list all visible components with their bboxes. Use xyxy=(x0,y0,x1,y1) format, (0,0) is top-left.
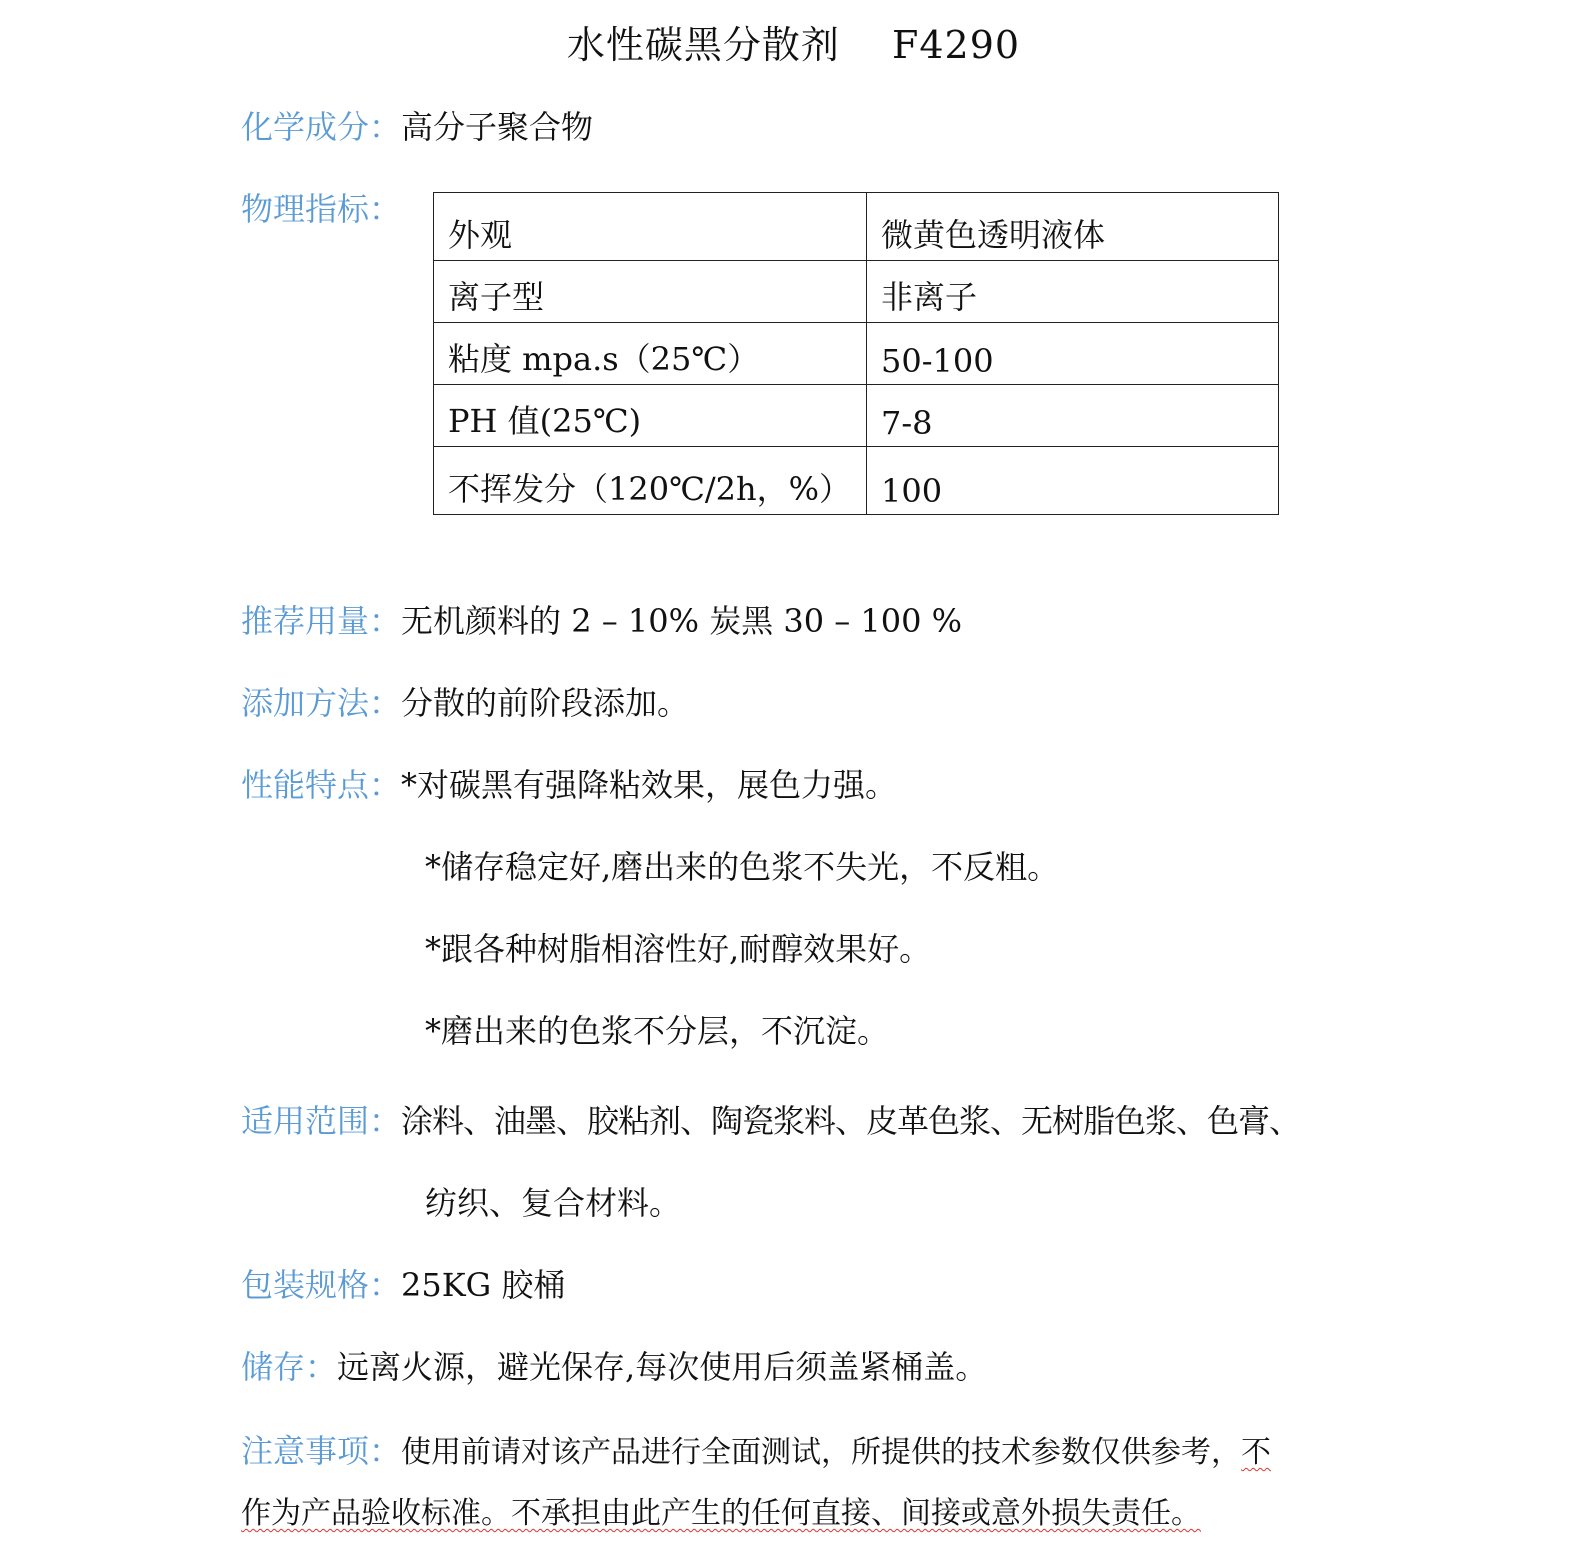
addition-method-label: 添加方法： xyxy=(241,684,402,722)
spec-key-appearance: 外观 xyxy=(434,193,867,261)
spec-key-ph: PH 值(25℃) xyxy=(434,385,867,447)
notice-row xyxy=(241,1426,1271,1472)
notice-line1-tail: 不 xyxy=(1241,1435,1272,1470)
physical-indicators-row xyxy=(241,184,401,230)
storage-label: 储存： xyxy=(241,1348,338,1386)
packaging-value: 25KG 胶桶 xyxy=(401,1266,566,1304)
application-scope-line2: 纺织、复合材料。 xyxy=(425,1184,682,1222)
chemical-composition-row xyxy=(241,102,593,148)
recommended-dosage-label: 推荐用量： xyxy=(241,602,402,640)
feature-item: *储存稳定好,磨出来的色浆不失光，不反粗。 xyxy=(425,848,1060,886)
feature-item: *跟各种树脂相溶性好,耐醇效果好。 xyxy=(425,930,932,968)
spec-value-ph: 7-8 xyxy=(867,385,1279,447)
spec-value-appearance: 微黄色透明液体 xyxy=(867,193,1279,261)
application-scope-label: 适用范围： xyxy=(241,1102,402,1140)
spec-value-ionic-type: 非离子 xyxy=(867,261,1279,323)
chemical-composition-label: 化学成分： xyxy=(241,108,402,146)
recommended-dosage-row xyxy=(241,596,962,642)
notice-label: 注意事项： xyxy=(241,1432,402,1470)
packaging-label: 包装规格： xyxy=(241,1266,402,1304)
packaging-row xyxy=(241,1260,565,1306)
spec-key-ionic-type: 离子型 xyxy=(434,261,867,323)
notice-line2: 作为产品验收标准。不承担由此产生的任何直接、间接或意外损失责任。 xyxy=(241,1496,1201,1531)
recommended-dosage-value: 无机颜料的 2 – 10% 炭黑 30 – 100 % xyxy=(401,602,963,640)
table-row xyxy=(434,323,1279,385)
document-title: 水性碳黑分散剂 F4290 xyxy=(566,23,1021,67)
notice-line1: 使用前请对该产品进行全面测试，所提供的技术参数仅供参考， xyxy=(401,1435,1242,1470)
spec-value-viscosity: 50-100 xyxy=(867,323,1279,385)
feature-item: *对碳黑有强降粘效果，展色力强。 xyxy=(401,766,898,804)
table-row xyxy=(434,193,1279,261)
spec-key-nonvolatile: 不挥发分（120℃/2h，%） xyxy=(434,447,867,515)
table-row xyxy=(434,447,1279,515)
spec-key-viscosity: 粘度 mpa.s（25℃） xyxy=(434,323,867,385)
application-scope-line1: 涂料、油墨、胶粘剂、陶瓷浆料、皮革色浆、无树脂色浆、色膏、 xyxy=(401,1102,1301,1140)
features-row xyxy=(241,760,897,806)
table-row xyxy=(434,261,1279,323)
physical-indicators-table xyxy=(433,192,1279,515)
storage-row xyxy=(241,1342,987,1388)
storage-value: 远离火源，避光保存,每次使用后须盖紧桶盖。 xyxy=(337,1348,988,1386)
chemical-composition-value: 高分子聚合物 xyxy=(401,108,594,146)
physical-indicators-label: 物理指标： xyxy=(241,190,402,228)
spec-value-nonvolatile: 100 xyxy=(867,447,1279,515)
application-scope-row xyxy=(241,1096,1300,1142)
feature-item: *磨出来的色浆不分层，不沉淀。 xyxy=(425,1012,890,1050)
features-label: 性能特点： xyxy=(241,766,402,804)
addition-method-row xyxy=(241,678,689,724)
table-row xyxy=(434,385,1279,447)
addition-method-value: 分散的前阶段添加。 xyxy=(401,684,690,722)
